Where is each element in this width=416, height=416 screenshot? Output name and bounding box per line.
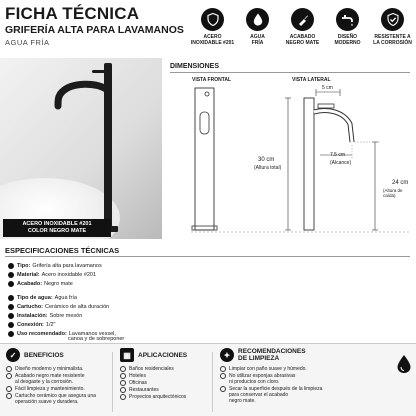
applications-section bbox=[120, 348, 210, 401]
spec-row-continuation: canoa y de sobreponer bbox=[68, 336, 125, 342]
list-item: Limpiar con paño suave y húmedo. bbox=[220, 366, 390, 372]
feature-label: ACERO INOXIDABLE #201 bbox=[190, 34, 235, 46]
feature-cold-water bbox=[235, 8, 280, 58]
check-shield-icon bbox=[381, 8, 404, 31]
list-item: Secar la superficie después de la limpieza para conservar el acabado negro mate. bbox=[220, 386, 390, 404]
dimensions-divider bbox=[170, 72, 410, 73]
faucet-illustration bbox=[0, 58, 162, 239]
column-divider bbox=[112, 352, 113, 412]
side-view-label: VISTA LATERAL bbox=[292, 77, 331, 83]
page-title: FICHA TÉCNICA bbox=[5, 4, 140, 23]
page-subtitle-secondary: AGUA FRÍA bbox=[5, 38, 50, 47]
faucet-icon bbox=[336, 8, 359, 31]
spec-row: Cartucho: Cerámico de alta duración bbox=[8, 302, 109, 311]
feature-label: ACABADO NEGRO MATE bbox=[285, 34, 320, 46]
check-icon bbox=[6, 393, 12, 399]
cleaning-section bbox=[220, 348, 390, 405]
spec-row: Tipo: Grifería alta para lavamanos bbox=[8, 261, 102, 270]
bullet-icon bbox=[8, 313, 14, 319]
check-icon bbox=[6, 373, 12, 379]
product-photo bbox=[0, 58, 162, 239]
benefits-section bbox=[6, 348, 106, 406]
thumbs-up-icon: ✓ bbox=[6, 348, 20, 362]
check-icon bbox=[220, 386, 226, 392]
cleaning-list bbox=[220, 366, 390, 404]
check-icon bbox=[220, 366, 226, 372]
feature-icons bbox=[190, 8, 416, 58]
list-item: Restaurantes bbox=[120, 387, 210, 393]
benefits-title: BENEFICIOS bbox=[24, 351, 64, 359]
water-drop-icon bbox=[246, 8, 269, 31]
bottom-panel bbox=[0, 343, 416, 416]
check-icon bbox=[220, 373, 226, 379]
spec-row: Tipo de agua: Agua fría bbox=[8, 293, 77, 302]
bullet-icon bbox=[8, 272, 14, 278]
page-subtitle: GRIFERÍA ALTA PARA LAVAMANOS bbox=[5, 24, 184, 36]
feature-label: DISEÑO MODERNO bbox=[334, 34, 361, 46]
office-icon bbox=[120, 380, 126, 386]
shield-icon bbox=[201, 8, 224, 31]
cleaning-title: RECOMENDACIONES DE LIMPIEZA bbox=[238, 348, 306, 362]
spec-row: Instalación: Sobre mesón bbox=[8, 311, 82, 320]
dimension-reach: 7.5 cm bbox=[330, 152, 346, 158]
front-view-label: VISTA FRONTAL bbox=[192, 77, 232, 83]
check-icon bbox=[6, 386, 12, 392]
feature-label: RESISTENTE A LA CORROSIÓN bbox=[373, 34, 412, 46]
dimension-height: 30 cm bbox=[258, 157, 275, 163]
list-item: No utilizar esponjas abrasivas ni productos con cloro. bbox=[220, 373, 390, 385]
list-item: Baños residenciales bbox=[120, 366, 210, 372]
bullet-icon bbox=[8, 281, 14, 287]
bullet-icon bbox=[8, 331, 14, 337]
bullet-icon bbox=[8, 322, 14, 328]
header bbox=[0, 0, 416, 58]
feature-modern-design bbox=[325, 8, 370, 58]
spec-row: Material: Acero inoxidable #201 bbox=[8, 270, 96, 279]
dimension-reach-caption: (Alcance) bbox=[330, 160, 352, 166]
list-item: Proyectos arquitectónicos bbox=[120, 394, 210, 400]
list-item: Cartucho cerámico que asegura una operación suave y duradera. bbox=[6, 393, 106, 405]
spec-row: Acabado: Negro mate bbox=[8, 279, 73, 288]
check-icon bbox=[6, 366, 12, 372]
material-badge: ACERO INOXIDABLE #201 COLOR NEGRO MATE bbox=[3, 219, 111, 237]
list-item: Acabado negro mate resistente al desgaste y la corrosión. bbox=[6, 373, 106, 385]
column-divider bbox=[212, 352, 213, 412]
list-item: Diseño moderno y minimalista. bbox=[6, 366, 106, 372]
spec-row: Uso recomendado: Lavamanos vessel, bbox=[8, 329, 116, 338]
building-icon: ▦ bbox=[120, 348, 134, 362]
applications-title: APLICACIONES bbox=[138, 351, 188, 359]
feature-label: AGUA FRÍA bbox=[250, 34, 265, 46]
water-drop-icon bbox=[396, 354, 412, 374]
dimensions-title: DIMENSIONES bbox=[170, 63, 220, 70]
spray-icon: ✦ bbox=[220, 348, 234, 362]
restaurant-icon bbox=[120, 387, 126, 393]
bullet-icon bbox=[8, 295, 14, 301]
hotel-icon bbox=[120, 373, 126, 379]
feature-matte-finish bbox=[280, 8, 325, 58]
feature-stainless bbox=[190, 8, 235, 58]
dimension-spout-height-caption: (Altura de caída) bbox=[383, 188, 403, 198]
bath-icon bbox=[120, 366, 126, 372]
benefits-list bbox=[6, 366, 106, 405]
specs-divider bbox=[5, 256, 410, 257]
feature-corrosion-resistant bbox=[370, 8, 415, 58]
dimension-spout-height: 24 cm bbox=[392, 180, 409, 186]
applications-list bbox=[120, 366, 210, 400]
specs-title: ESPECIFICACIONES TÉCNICAS bbox=[5, 246, 120, 255]
brush-icon bbox=[291, 8, 314, 31]
bullet-icon bbox=[8, 263, 14, 269]
dimension-height-caption: (Altura total) bbox=[254, 165, 282, 171]
list-item: Hoteles bbox=[120, 373, 210, 379]
dimension-top-width: 5 cm bbox=[322, 85, 333, 91]
list-item: Oficinas bbox=[120, 380, 210, 386]
list-item: Fácil limpieza y mantenimiento. bbox=[6, 386, 106, 392]
bullet-icon bbox=[8, 304, 14, 310]
architecture-icon bbox=[120, 394, 126, 400]
spec-row: Conexión: 1/2" bbox=[8, 320, 56, 329]
